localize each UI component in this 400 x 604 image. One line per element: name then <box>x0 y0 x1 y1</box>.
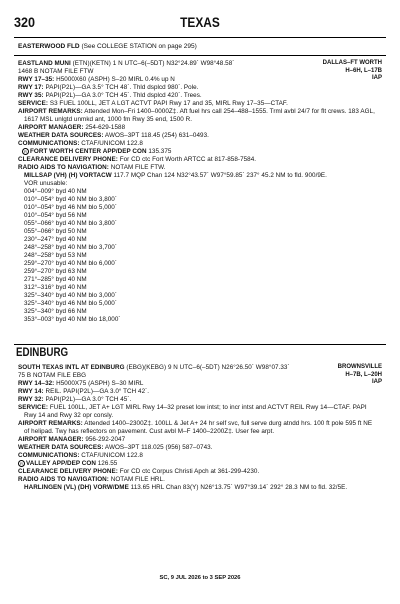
edinburg-line-text: RADIO AIDS TO NAVIGATION: NOTAM FILE HRL. <box>18 476 165 483</box>
edinburg-region-block <box>338 364 382 387</box>
edinburg-line <box>18 476 165 484</box>
eastland-line-text: 248°–258° byd 53 NM <box>24 252 87 259</box>
eastland-line-text: 010°–054° byd 56 NM <box>24 212 87 219</box>
edinburg-line <box>18 404 367 412</box>
eastland-line <box>18 76 175 84</box>
eastland-line-text: 259°–270° byd 40 NM blo 6,000´ <box>24 260 118 267</box>
eastland-line-text: 259°–270° byd 63 NM <box>24 268 87 275</box>
edinburg-line <box>18 396 131 404</box>
edinburg-line-text: AIRPORT REMARKS: Attended 1400–2300Z‡. 100LL & Jet A+ 24 hr self svc, full serve durg atndd hrs. 100 ft pole 595 ft NE <box>18 420 373 427</box>
eastland-line-text: 248°–258° byd 40 NM blo 3,700´ <box>24 244 118 251</box>
edinburg-line-text: RWY 14–32: H5000X75 (ASPH) S–30 MIRL <box>18 380 144 387</box>
eastland-charts: H–6H, L–17B <box>345 67 382 74</box>
eastland-line-text: RWY 35: PAPI(P2L)—GA 3.0° TCH 45´. Thld dsplcd 420´. Trees. <box>18 92 202 99</box>
eastland-line <box>24 300 117 308</box>
eastland-line <box>24 228 87 236</box>
eastland-line <box>18 156 256 164</box>
edinburg-ident: (EBG)(KEBG) 9 N UTC–6(–5DT) N26°26.50´ W98°07.33´ <box>126 364 290 371</box>
edinburg-line-text: AIRPORT MANAGER: 956-292-2047 <box>18 436 126 443</box>
page-header <box>14 14 386 34</box>
eastland-line <box>18 140 143 148</box>
eastland-line <box>24 308 87 316</box>
eastland-line <box>24 212 87 220</box>
eastland-line-text: AIRPORT REMARKS: Attended Mon–Fri 1400–0000Z‡. Aft fuel hrs call 254–488–1555. Trml avbl 24/7 for flt crews. 183 AGL, <box>18 108 375 115</box>
edinburg-line <box>24 428 274 436</box>
header-rule <box>14 37 386 38</box>
eastland-line-text: 325°–340° byd 46 NM blo 5,000´ <box>24 300 118 307</box>
city-heading: EDINBURG <box>16 347 69 359</box>
eastland-line <box>24 196 117 204</box>
edinburg-line <box>18 452 143 460</box>
eastland-line-text: MILLSAP (VH) (H) VORTACW 117.7 MQP Chan 124 N32°43.57´ W97°59.85´ 237° 45.2 NM to fld. 900/9E. <box>24 172 327 179</box>
edinburg-line <box>18 380 143 388</box>
eastland-line <box>24 172 327 180</box>
eastland-line <box>24 236 87 244</box>
eastland-line <box>18 68 93 76</box>
eastland-line-text: AIRPORT MANAGER: 254-629-1588 <box>18 124 126 131</box>
state-title: TEXAS <box>180 14 220 30</box>
eastland-line-text: 004°–009° byd 40 NM <box>24 188 87 195</box>
edinburg-name: SOUTH TEXAS INTL AT EDINBURG <box>18 364 125 371</box>
eastland-line-text: 325°–340° byd 40 NM blo 3,000´ <box>24 292 118 299</box>
eastland-name: EASTLAND MUNI <box>18 60 71 67</box>
eastland-line-text: CLEARANCE DELIVERY PHONE: For CD ctc Fort Worth ARTCC at 817-858-7584. <box>18 156 257 163</box>
eastland-ident: (ETN)(KETN) 1 N UTC–6(–5DT) N32°24.89´ W98°48.58´ <box>72 60 235 67</box>
eastland-line-text: 055°–066° byd 50 NM <box>24 228 87 235</box>
eastland-line-text: COMMUNICATIONS: CTAF/UNICOM 122.8 <box>18 140 143 147</box>
edinburg-line-text: of helipad. Twy has reflectors on pavement. Cust avbl M–F 1400–2200Z‡. User fee arpt. <box>24 428 275 435</box>
eastland-line-text: 010°–054° byd 40 NM blo 3,800´ <box>24 196 118 203</box>
page-number: 320 <box>14 14 36 30</box>
edinburg-line-text: 75 B NOTAM FILE EBG <box>18 372 87 379</box>
edinburg-line <box>18 460 117 468</box>
eastland-line-text: SERVICE: S3 FUEL 100LL, JET A LGT ACTVT PAPI Rwy 17 and 35, MIRL Rwy 17–35—CTAF. <box>18 100 288 107</box>
eastland-line <box>22 148 171 156</box>
eastland-line <box>18 84 199 92</box>
edinburg-line <box>18 388 149 396</box>
edinburg-line-text: RWY 32: PAPI(P2L)—GA 3.0° TCH 45´. <box>18 396 132 403</box>
eastland-line <box>24 268 87 276</box>
edinburg-line <box>18 436 125 444</box>
eastland-line-text: 010°–054° byd 46 NM blo 5,000´ <box>24 204 118 211</box>
frequency-circle-icon: R <box>18 460 25 467</box>
edinburg-line-text: HARLINGEN (VL) (DH) VORW/DME 113.65 HRL Chan 83(Y) N26°13.75´ W97°39.14´ 292° 28.3 NM to fld. 32/5E. <box>24 484 348 491</box>
section-rule <box>14 344 386 345</box>
eastland-line-text: 230°–247° byd 40 NM <box>24 236 87 243</box>
eastland-line <box>24 180 67 188</box>
edinburg-line <box>24 412 113 420</box>
edinburg-line-text: RWY 14: REIL. PAPI(P2L)—GA 3.0° TCH 42´. <box>18 388 150 395</box>
edinburg-line <box>24 484 347 492</box>
eastland-line-text: RWY 17–35: H5000X60 (ASPH) S–20 MIRL 0.4% up N <box>18 76 175 83</box>
eastland-line-text: RWY 17: PAPI(P2L)—GA 3.5° TCH 48´. Thld dsplcd 980´. Pole. <box>18 84 199 91</box>
eastland-line <box>24 220 117 228</box>
eastland-line-text: WEATHER DATA SOURCES: AWOS–3PT 118.45 (254) 631–0493. <box>18 132 209 139</box>
easterwood-note: (See COLLEGE STATION on page 295) <box>81 43 197 50</box>
eastland-line-text: 271°–285° byd 40 NM <box>24 276 87 283</box>
edinburg-line-text: CLEARANCE DELIVERY PHONE: For CD ctc Corpus Christi Apch at 361-299-4230. <box>18 468 260 475</box>
eastland-line <box>24 292 117 300</box>
eastland-line <box>18 124 125 132</box>
eastland-line-text: RADIO AIDS TO NAVIGATION: NOTAM FILE FTW. <box>18 164 166 171</box>
eastland-line <box>24 316 121 324</box>
eastland-line-text: 325°–340° byd 66 NM <box>24 308 87 315</box>
eastland-line <box>24 260 117 268</box>
eastland-region: DALLAS–FT WORTH <box>322 60 382 66</box>
frequency-circle-icon: R <box>22 148 29 155</box>
eastland-line <box>24 116 192 124</box>
eastland-line <box>18 92 202 100</box>
eastland-line <box>18 164 166 172</box>
edinburg-line-text: COMMUNICATIONS: CTAF/UNICOM 122.8 <box>18 452 143 459</box>
edinburg-title-line <box>18 364 290 372</box>
eastland-line <box>24 284 87 292</box>
eastland-line <box>24 276 87 284</box>
eastland-line-text: 1468 B NOTAM FILE FTW <box>18 68 94 75</box>
eastland-line <box>24 244 117 252</box>
eastland-line <box>18 100 288 108</box>
edinburg-region: BROWNSVILLE <box>337 364 382 370</box>
eastland-line <box>18 132 209 140</box>
eastland-line <box>18 108 375 116</box>
easterwood-name: EASTERWOOD FLD <box>18 43 80 50</box>
eastland-line-text: 1617 MSL unlgtd unmkd ant, 1000 fm Rwy 35 end, 1500 R. <box>24 116 193 123</box>
edinburg-line <box>18 444 213 452</box>
eastland-line <box>24 188 87 196</box>
eastland-region-block <box>323 60 382 83</box>
eastland-line-text: 312°–316° byd 40 NM <box>24 284 87 291</box>
eastland-line-text: VOR unusable: <box>24 180 68 187</box>
edinburg-iap: IAP <box>371 379 382 385</box>
edinburg-line-text: VALLEY APP/DEP CON 126.55 <box>26 460 118 468</box>
eastland-line-text: FORT WORTH CENTER APP/DEP CON 135.375 <box>30 148 172 156</box>
edinburg-line-text: SERVICE: FUEL 100LL, JET A+ LGT MIRL Rwy 14–32 preset low intst; to incr intst and ACTVT REIL Rwy 14—CTAF. PAPI <box>18 404 367 411</box>
edinburg-line-text: Rwy 14 and Rwy 32 opr consly. <box>24 412 114 419</box>
eastland-iap: IAP <box>371 75 382 81</box>
edinburg-line <box>18 420 372 428</box>
eastland-line <box>24 204 117 212</box>
edinburg-line-text: WEATHER DATA SOURCES: AWOS–3PT 118.025 (956) 587–0743. <box>18 444 213 451</box>
edinburg-charts: H–7B, L–20H <box>345 371 382 378</box>
eastland-line <box>24 252 87 260</box>
eastland-line-text: 055°–066° byd 40 NM blo 3,800´ <box>24 220 118 227</box>
easterwood-entry <box>18 43 197 50</box>
eastland-title-line <box>18 60 234 68</box>
eastland-line-text: 353°–003° byd 40 NM blo 18,000´ <box>24 316 121 323</box>
edinburg-line <box>18 468 259 476</box>
divider <box>14 55 386 56</box>
edinburg-line <box>18 372 86 380</box>
footer-validity: SC, 9 JUL 2026 to 3 SEP 2026 <box>159 575 241 581</box>
